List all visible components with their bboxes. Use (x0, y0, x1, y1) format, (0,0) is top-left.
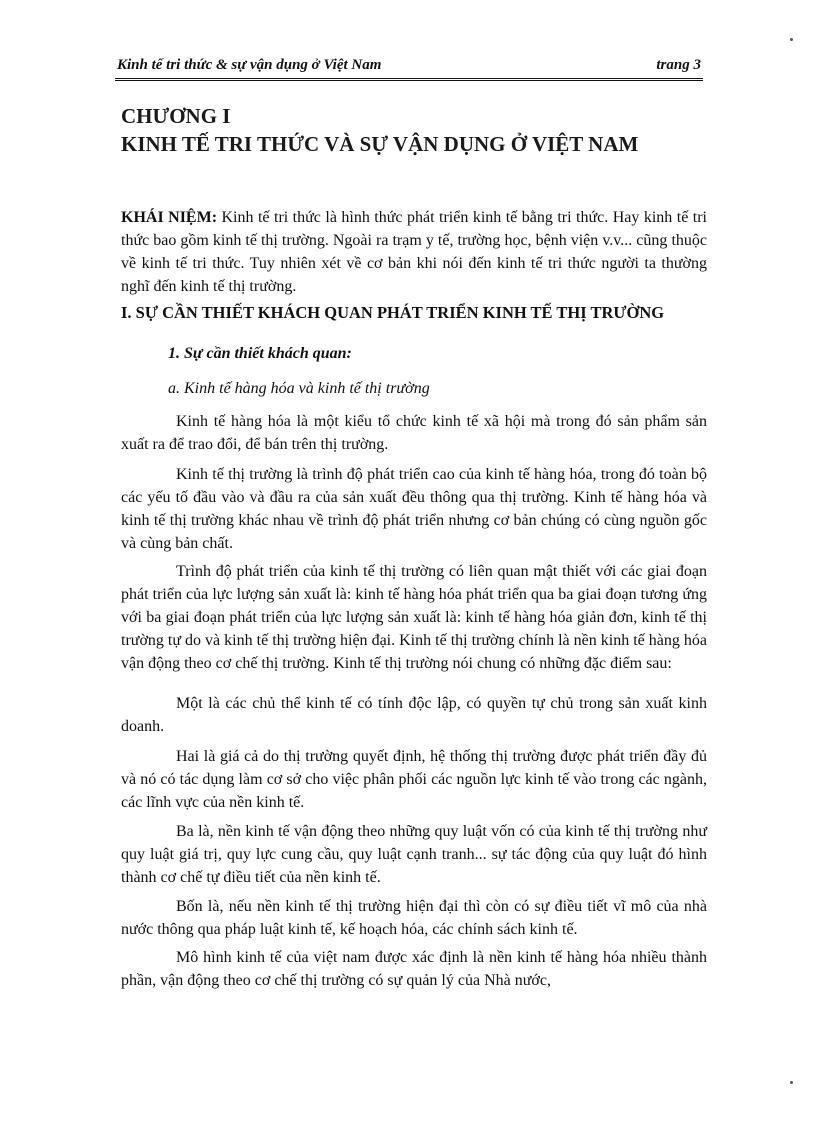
concept-label: KHÁI NIỆM: (121, 209, 218, 226)
paragraph-6: Ba là, nền kinh tế vận động theo những quy luật vốn có của kinh tế thị trường như quy luật giá trị, quy lực cung cầu, quy luật cạnh tranh... sự tác động của quy luật đó hình thành cơ chế tự điều tiết của nền kinh tế. (121, 823, 707, 886)
chapter-number: CHƯƠNG I (121, 104, 231, 128)
running-header (117, 57, 701, 74)
paragraph-5: Hai là giá cả do thị trường quyết định, hệ thống thị trường được phát triển đầy đủ và nó có tác dụng làm cơ sở cho việc phân phối các nguồn lực kinh tế vào trong các ngành, các lĩnh vực của nền kinh tế. (121, 748, 707, 811)
paragraph-1: Kinh tế hàng hóa là một kiểu tổ chức kinh tế xã hội mà trong đó sản phẩm sản xuất ra để trao đổi, để bán trên thị trường. (121, 413, 707, 453)
paragraph-2: Kinh tế thị trường là trình độ phát triển cao của kinh tế hàng hóa, trong đó toàn bộ các yếu tố đầu vào và đầu ra của sản xuất đều thông qua thị trường. Kinh tế hàng hóa và kinh tế thị trường khác nhau về trình độ phát triển nhưng cơ bản chúng có cùng nguồn gốc và cùng bản chất. (121, 466, 707, 552)
subsubsection-heading: a. Kinh tế hàng hóa và kinh tế thị trường (168, 380, 430, 397)
paragraph-3: Trình độ phát triển của kinh tế thị trường có liên quan mật thiết với các giai đoạn phát triển của lực lượng sản xuất là: kinh tế hàng hóa phát triển qua ba giai đoạn tương ứng với ba giai đoạn phát triển của lực lượng sản xuất là: kinh tế hàng hóa giản đơn, kinh tế thị trường tự do và kinh tế thị trường hiện đại. Kinh tế thị trường chính là nền kinh tế hàng hóa vận động theo cơ chế thị trường. Kinh tế thị trường nói chung có những đặc điểm sau: (121, 563, 707, 672)
header-rule (115, 78, 703, 81)
chapter-title: KINH TẾ TRI THỨC VÀ SỰ VẬN DỤNG Ở VIỆT NAM (121, 132, 639, 156)
concept-paragraph (121, 206, 707, 298)
scan-speck (790, 1081, 793, 1084)
paragraph-4: Một là các chủ thể kinh tế có tính độc lập, có quyền tự chủ trong sản xuất kinh doanh. (121, 695, 707, 735)
header-title: Kinh tế tri thức & sự vận dụng ở Việt Nam (117, 57, 382, 73)
header-page-number: trang 3 (656, 57, 701, 73)
paragraph-7: Bốn là, nếu nền kinh tế thị trường hiện đại thì còn có sự điều tiết vĩ mô của nhà nước thông qua pháp luật kinh tế, kế hoạch hóa, các chính sách kinh tế. (121, 898, 707, 938)
chapter-heading (121, 102, 711, 158)
paragraph-8: Mô hình kinh tế của việt nam được xác định là nền kinh tế hàng hóa nhiều thành phần, vận động theo cơ chế thị trường có sự quản lý của Nhà nước, (121, 949, 707, 989)
section-heading: I. SỰ CẦN THIẾT KHÁCH QUAN PHÁT TRIỂN KINH TẾ THỊ TRƯỜNG (121, 303, 665, 322)
concept-text: Kinh tế tri thức là hình thức phát triển kinh tế bằng tri thức. Hay kinh tế tri thức bao gồm kinh tế thị trường. Ngoài ra trạm y tế, trường học, bệnh viện v.v... cũng thuộc về kinh tế tri thức. Tuy nhiên xét về cơ bản khi nói đến kinh tế tri thức người ta thường nghĩ đến kinh tế thị trường. (121, 209, 707, 295)
scan-speck (790, 38, 793, 41)
subsection-heading: 1. Sự cần thiết khách quan: (168, 345, 352, 362)
